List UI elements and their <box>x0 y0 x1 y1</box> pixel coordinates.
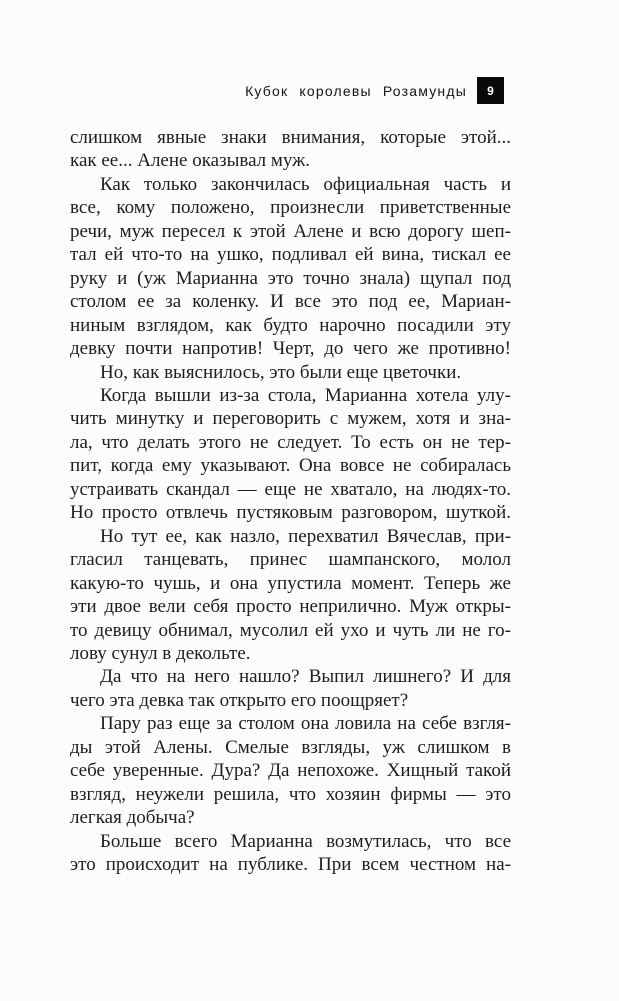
text-line: чего эта девка так открыто его поощряет? <box>70 689 409 711</box>
text-line: то девицу обнимал, мусолил ей ухо и чуть ли не го- <box>70 619 511 641</box>
text-line: пит, когда ему указывают. Она вовсе не собиралась <box>70 455 511 477</box>
paragraph <box>70 384 511 525</box>
text-line: взгляд, неужели решила, что хозяин фирмы — это <box>70 783 511 805</box>
page-body <box>70 126 511 877</box>
text-line: себе уверенные. Дура? Да непохоже. Хищный такой <box>70 760 511 782</box>
text-line: все, кому положено, произнесли приветственные <box>70 197 511 219</box>
paragraph <box>70 361 511 384</box>
text-line: Но тут ее, как назло, перехватил Вячеслав, при- <box>100 525 511 547</box>
page-number-badge: 9 <box>477 77 504 104</box>
text-line: Как только закончилась официальная часть и <box>100 173 511 195</box>
text-line: ниным взглядом, как будто нарочно посадили эту <box>70 314 511 336</box>
paragraph <box>70 665 511 712</box>
text-line: Но просто отвлечь пустяковым разговором, шуткой. <box>70 502 511 524</box>
text-line: Но, как выяснилось, это были еще цветочки. <box>100 361 462 383</box>
text-line: руку и (уж Марианна это точно знала) щупал под <box>70 267 511 289</box>
running-title: Кубок королевы Розамунды <box>245 82 467 99</box>
text-line: Больше всего Марианна возмутилась, что все <box>100 830 511 852</box>
text-line: эти двое вели себя просто неприлично. Муж откры- <box>70 596 511 618</box>
paragraph <box>70 830 511 877</box>
text-line: как ее... Алене оказывал муж. <box>70 150 311 172</box>
text-line: столом ее за коленку. И все это под ее, Мариан- <box>70 291 511 313</box>
text-line: лову сунул в декольте. <box>70 642 251 664</box>
paragraph <box>70 126 511 173</box>
text-line: устраивать скандал — еще не хватало, на людях-то. <box>70 478 511 500</box>
text-line: тал ей что-то на ушко, подливал ей вина, тискал ее <box>70 244 511 266</box>
page-header <box>245 77 504 104</box>
text-line: девку почти напротив! Черт, до чего же противно! <box>70 338 511 360</box>
text-line: ды этой Алены. Смелые взгляды, уж слишком в <box>70 736 511 758</box>
text-line: чить минутку и переговорить с мужем, хотя и зна- <box>70 408 511 430</box>
text-line: Пару раз еще за столом она ловила на себе взгля- <box>100 713 511 735</box>
text-line: гласил танцевать, принес шампанского, молол <box>70 549 511 571</box>
paragraph <box>70 173 511 361</box>
paragraph <box>70 712 511 829</box>
text-line: это происходит на публике. При всем честном на- <box>70 854 511 876</box>
text-line: ла, что делать этого не следует. То есть он не тер- <box>70 431 511 453</box>
text-line: Когда вышли из-за стола, Марианна хотела улу- <box>100 384 511 406</box>
text-line: Да что на него нашло? Выпил лишнего? И для <box>100 666 511 688</box>
text-line: слишком явные знаки внимания, которые этой... <box>70 127 511 148</box>
text-line: речи, муж пересел к этой Алене и всю дорогу шеп- <box>70 220 511 242</box>
text-line: какую-то чушь, и она упустила момент. Теперь же <box>70 572 511 594</box>
text-line: легкая добыча? <box>70 807 195 829</box>
paragraph <box>70 525 511 666</box>
